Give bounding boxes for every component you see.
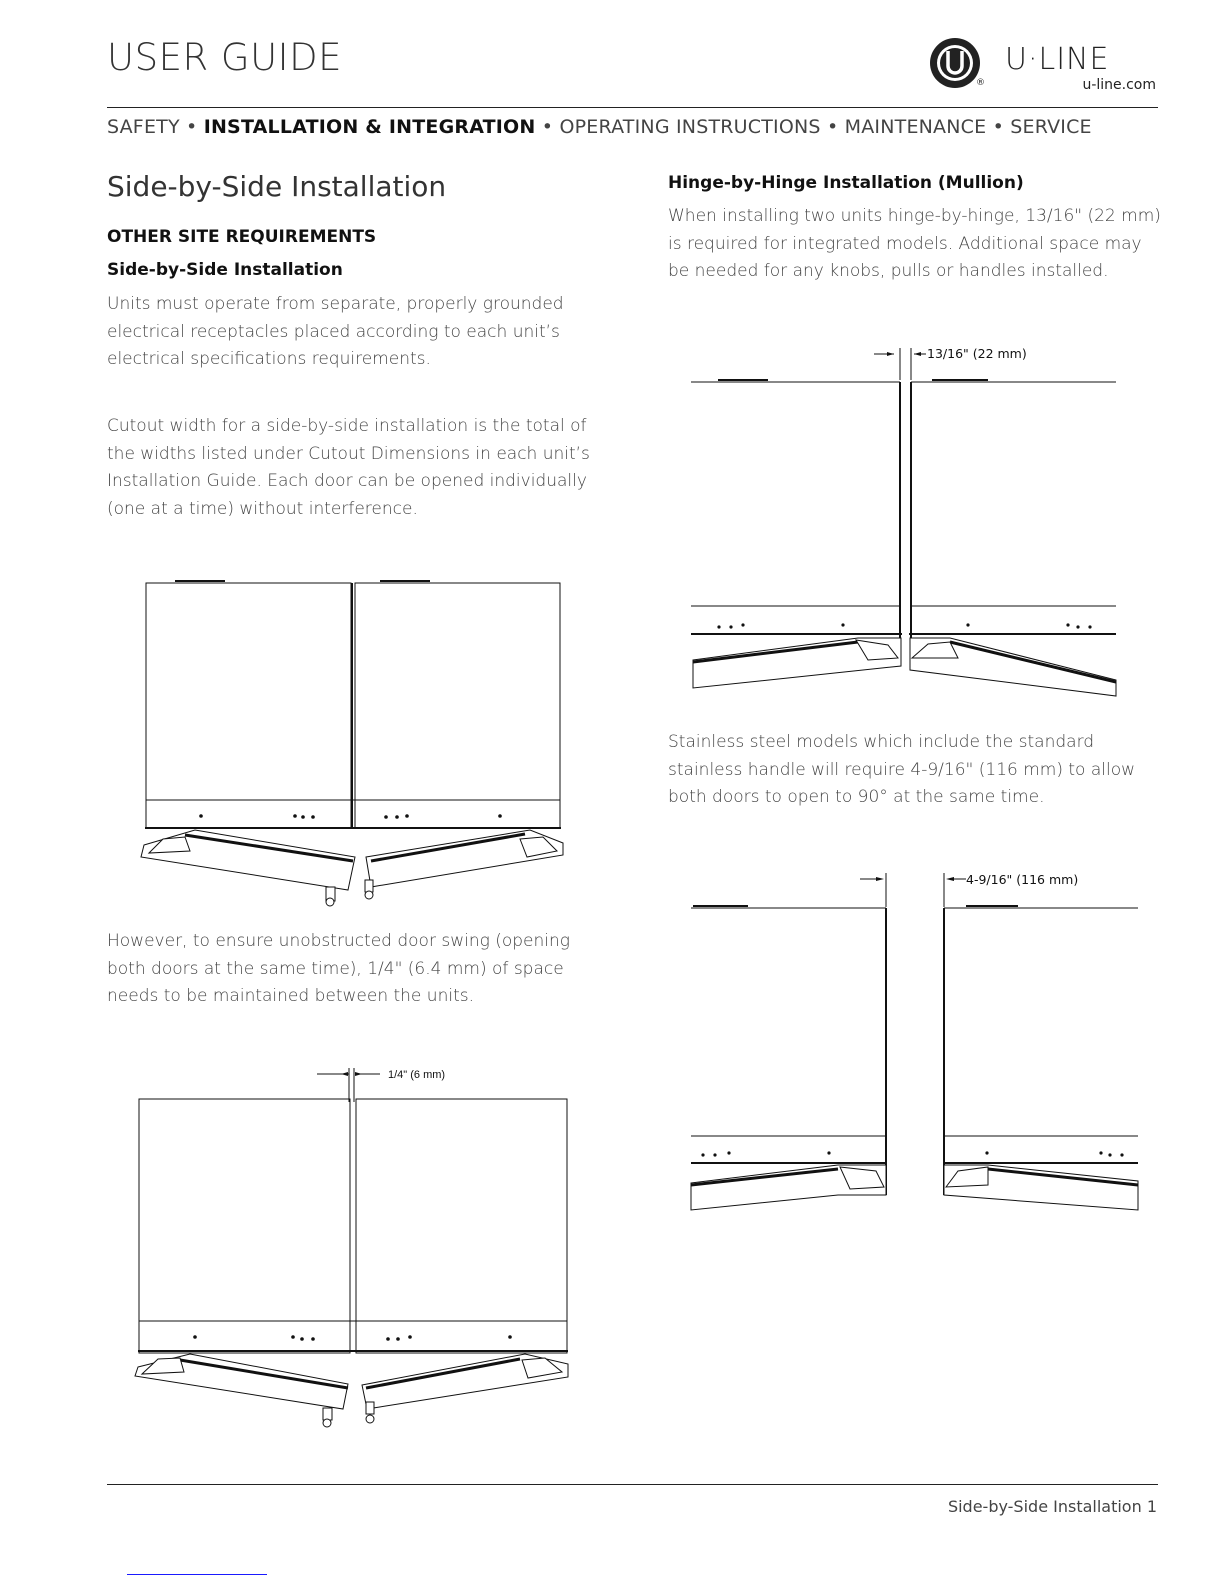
- paragraph-door-swing: However, to ensure unobstructed door swing (opening both doors at the same time), 1/4" (6.4 mm) of space needs to be maintained between the units.: [107, 931, 570, 1006]
- dimension-label: 13/16" (22 mm): [927, 346, 1027, 361]
- nav-separator: •: [826, 116, 839, 138]
- paragraph-cutout: Cutout width for a side-by-side installation is the total of the widths listed under Cutout Dimensions in each unit’s Installation Guide. Each door can be opened individually (one at a time) without interference.: [107, 416, 590, 519]
- nav-separator: •: [992, 116, 1005, 138]
- nav-separator: •: [186, 116, 198, 138]
- dimension-label: 1/4" (6 mm): [388, 1069, 446, 1081]
- nav-item-safety[interactable]: SAFETY: [107, 116, 180, 138]
- page-footer-label: Side-by-Side Installation 1: [947, 1497, 1157, 1516]
- figure-stainless-handle-clearance: [688, 865, 1143, 1215]
- nav-item-maintenance[interactable]: MAINTENANCE: [844, 116, 987, 138]
- paragraph-stainless-handle: Stainless steel models which include the standard stainless handle will require 4-9/16" (116 mm) to allow both doors to open to 90° at the same time.: [668, 732, 1136, 807]
- footer-rule: [107, 1484, 1158, 1485]
- hyperlink-underline[interactable]: [127, 1574, 267, 1575]
- subheading-hinge-by-hinge: Hinge-by-Hinge Installation (Mullion): [668, 173, 1024, 193]
- section-heading: OTHER SITE REQUIREMENTS: [107, 227, 377, 247]
- brand-url[interactable]: u-line.com: [1082, 77, 1156, 93]
- figure-quarter-inch-gap: [130, 1062, 580, 1437]
- paragraph-hinge-spacing: When installing two units hinge-by-hinge, 13/16" (22 mm) is required for integrated models. Additional space may be needed for any knobs, pulls or handles installed.: [668, 206, 1161, 281]
- brand-name: U·LINE: [1005, 42, 1110, 77]
- paragraph-electrical: Units must operate from separate, properly grounded electrical receptacles placed according to each unit’s electrical specifications requirements.: [107, 294, 564, 369]
- dimension-label: 4-9/16" (116 mm): [966, 872, 1079, 887]
- nav-item-service[interactable]: SERVICE: [1010, 116, 1092, 138]
- subheading-side-by-side: Side-by-Side Installation: [107, 260, 343, 280]
- uline-emblem-icon: [928, 36, 982, 90]
- figure-side-by-side: [135, 575, 575, 910]
- document-title: USER GUIDE: [107, 36, 342, 79]
- header-rule: [107, 107, 1158, 108]
- nav-item-installation[interactable]: INSTALLATION & INTEGRATION: [203, 116, 536, 138]
- registered-mark: ®: [976, 78, 985, 88]
- brand-logo[interactable]: [928, 34, 1160, 98]
- page-title: Side-by-Side Installation: [107, 170, 447, 203]
- figure-hinge-by-hinge-mullion: [688, 340, 1128, 700]
- nav-item-operating[interactable]: OPERATING INSTRUCTIONS: [559, 116, 821, 138]
- nav-separator: •: [541, 116, 554, 138]
- section-nav: [107, 116, 1092, 138]
